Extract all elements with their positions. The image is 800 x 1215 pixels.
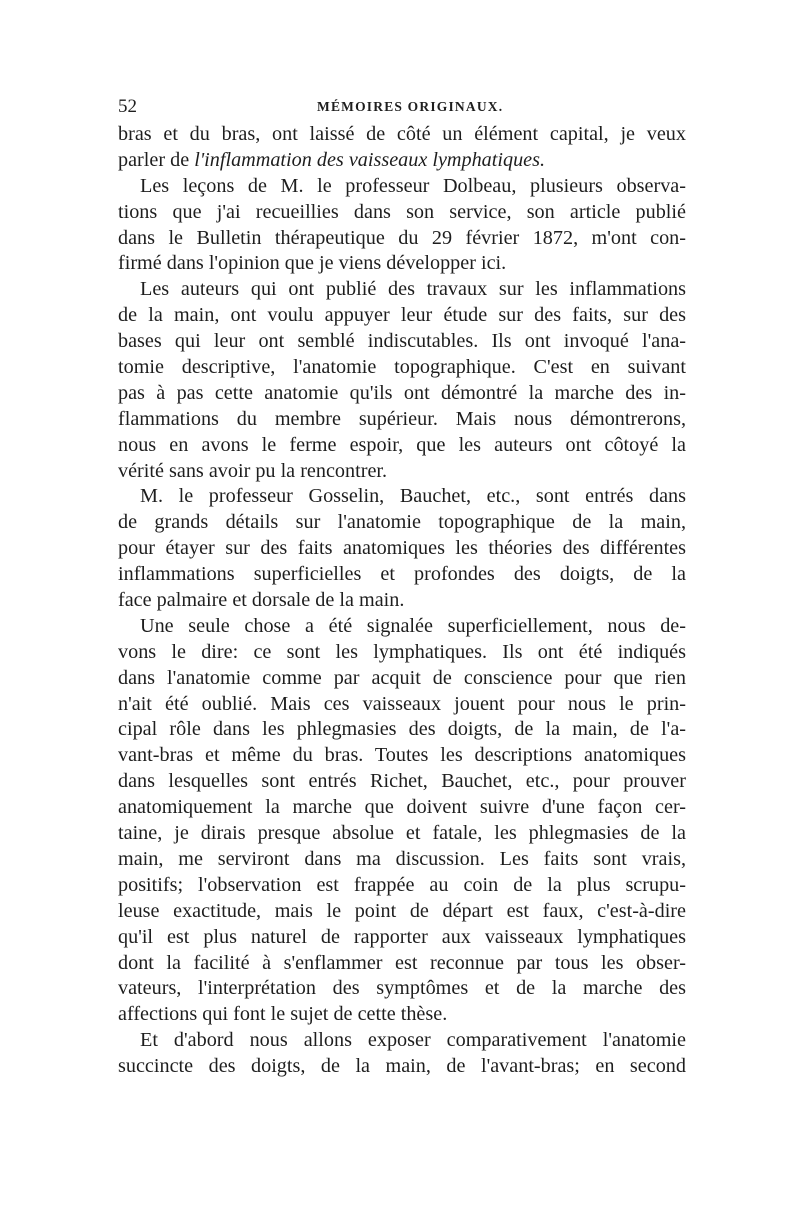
text-line: vérité sans avoir pu la rencontrer. <box>118 459 388 482</box>
text-line: bras et du bras, ont laissé de côté un élément capital, je veux <box>118 123 686 145</box>
text-line: dans l'anatomie comme par acquit de conscience pour que rien <box>118 666 686 689</box>
italic-phrase: l'inflammation des vaisseaux lymphatiques. <box>194 148 546 171</box>
text-line: bases qui leur ont semblé indiscutables. Ils ont invoqué l'ana- <box>118 330 686 353</box>
running-title: MÉMOIRES ORIGINAUX. <box>317 99 504 114</box>
text-line: vateurs, l'interprétation des symptômes et de la marche des <box>118 977 686 1000</box>
text-line: firmé dans l'opinion que je viens développer ici. <box>118 252 507 275</box>
text-line: affections qui font le sujet de cette thèse. <box>118 1003 448 1026</box>
paragraph-first-line: Une seule chose a été signalée superficiellement, nous de- <box>140 614 686 637</box>
text-line: tions que j'ai recueillies dans son service, son article publié <box>118 200 686 223</box>
text-line: tomie descriptive, l'anatomie topographique. C'est en suivant <box>118 356 686 379</box>
text-line: pas à pas cette anatomie qu'ils ont démontré la marche des in- <box>118 381 686 404</box>
text-line: de grands détails sur l'anatomie topographique de la main, <box>118 511 686 534</box>
paragraph-first-line: Les leçons de M. le professeur Dolbeau, plusieurs observa- <box>140 174 686 197</box>
paragraph-first-line: Les auteurs qui ont publié des travaux sur les inflammations <box>140 278 686 301</box>
text-line: pour étayer sur des faits anatomiques les théories des différentes <box>118 537 686 560</box>
text-line: anatomiquement la marche que doivent suivre d'une façon cer- <box>118 796 686 819</box>
text-line: flammations du membre supérieur. Mais nous démontrerons, <box>118 407 686 430</box>
page-number: 52 <box>118 96 137 117</box>
text-line: de la main, ont voulu appuyer leur étude sur des faits, sur des <box>118 304 686 327</box>
text-line: inflammations superficielles et profondes des doigts, de la <box>118 563 686 586</box>
text-line: n'ait été oublié. Mais ces vaisseaux jouent pour nous le prin- <box>118 692 686 715</box>
paragraph-first-line: M. le professeur Gosselin, Bauchet, etc., sont entrés dans <box>140 485 686 508</box>
text-line <box>118 148 686 174</box>
text-line: vant-bras et même du bras. Toutes les descriptions anatomiques <box>118 744 686 767</box>
text-fragment: parler de <box>118 148 195 171</box>
text-line: face palmaire et dorsale de la main. <box>118 589 405 612</box>
paragraph-first-line: Et d'abord nous allons exposer comparativement l'anatomie <box>140 1029 686 1052</box>
text-line: leuse exactitude, mais le point de départ est faux, c'est-à-dire <box>118 899 686 922</box>
text-line: nous en avons le ferme espoir, que les auteurs ont côtoyé la <box>118 433 686 456</box>
text-line: qu'il est plus naturel de rapporter aux vaisseaux lymphatiques <box>118 925 686 948</box>
text-line: dans lesquelles sont entrés Richet, Bauchet, etc., pour prouver <box>118 770 686 793</box>
text-line: main, me serviront dans ma discussion. Les faits sont vrais, <box>118 847 686 870</box>
text-line: vons le dire: ce sont les lymphatiques. Ils ont été indiqués <box>118 640 686 663</box>
text-line: dans le Bulletin thérapeutique du 29 février 1872, m'ont con- <box>118 226 686 249</box>
text-line: positifs; l'observation est frappée au coin de la plus scrupu- <box>118 873 686 896</box>
body-text <box>118 122 686 1080</box>
running-head <box>118 96 686 122</box>
text-line: succincte des doigts, de la main, de l'avant-bras; en second <box>118 1055 686 1078</box>
text-line: cipal rôle dans les phlegmasies des doigts, de la main, de l'a- <box>118 718 686 741</box>
text-line: taine, je dirais presque absolue et fatale, les phlegmasies de la <box>118 822 686 845</box>
book-page <box>118 96 686 1080</box>
text-line: dont la facilité à s'enflammer est reconnue par tous les obser- <box>118 951 686 974</box>
